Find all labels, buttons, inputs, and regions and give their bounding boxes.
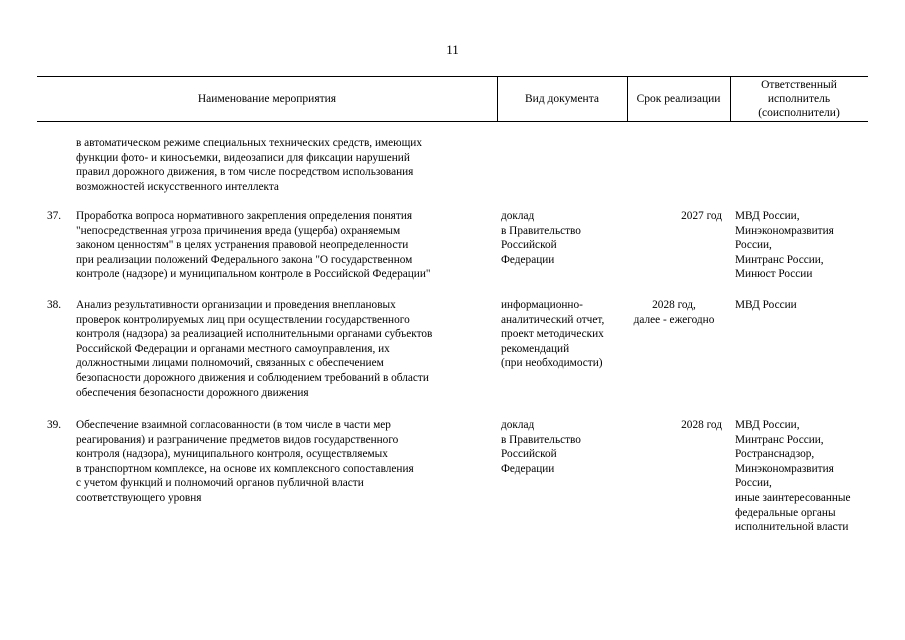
text-line: проверок контролируемых лиц при осуществлении государственного <box>76 313 410 326</box>
text-line: в Правительство <box>501 433 581 446</box>
text-line: обеспечения безопасности дорожного движения <box>76 386 309 399</box>
row-doc <box>501 298 604 371</box>
header-name <box>37 76 497 121</box>
header-doc <box>497 76 627 121</box>
row-number: 39. <box>47 419 62 431</box>
text-line: контроле (надзоре) и муниципальном контроле в Российской Федерации" <box>76 268 431 281</box>
row-doc <box>501 418 581 476</box>
row-term <box>622 209 726 224</box>
row-term <box>622 298 726 327</box>
text-line: Минэкономразвития <box>735 224 834 237</box>
row-resp <box>735 209 834 282</box>
text-line: Федерации <box>501 253 555 266</box>
table-header-bottom-rule <box>37 121 868 122</box>
text-line: МВД России <box>735 299 797 311</box>
text-line: иные заинтересованные <box>735 491 851 504</box>
text-line: контроля (надзора) за реализацией исполнительными органами субъектов <box>76 328 433 341</box>
text-line: Анализ результативности организации и проведения внеплановых <box>76 299 396 311</box>
text-line: Минюст России <box>735 268 813 281</box>
text-line: должностными лицами полномочий, связанных с обеспечением <box>76 357 384 370</box>
text-line: исполнительной власти <box>735 521 849 534</box>
text-line: информационно- <box>501 299 583 311</box>
text-line: федеральные органы <box>735 506 836 519</box>
page-number: 11 <box>446 42 459 57</box>
text-line: далее - ежегодно <box>633 313 715 326</box>
header-resp-label: исполнитель <box>767 92 831 105</box>
row-resp <box>735 298 797 313</box>
row-resp <box>735 418 851 535</box>
text-line: в автоматическом режиме специальных технических средств, имеющих <box>76 137 422 149</box>
header-term <box>627 76 730 121</box>
text-line: с учетом функций и полномочий органов публичной власти <box>76 477 364 490</box>
text-line: Российской Федерации и органами местного самоуправления, их <box>76 342 390 355</box>
text-line: Проработка вопроса нормативного закрепления определения понятия <box>76 210 413 222</box>
continuation-text <box>76 136 422 194</box>
text-line: в транспортном комплексе, на основе их комплексного сопоставления <box>76 462 414 475</box>
text-line: Федерации <box>501 462 555 475</box>
text-line: "непосредственная угроза причинения вреда (ущерба) охраняемым <box>76 224 401 237</box>
text-line: МВД России, <box>735 210 800 222</box>
header-resp-label: Ответственный <box>761 78 837 91</box>
row-name <box>76 298 432 400</box>
text-line: реагирования) и разграничение предметов видов государственного <box>76 433 399 446</box>
text-line: 2028 год, <box>652 299 696 311</box>
text-line: при реализации положений Федерального закона "О государственном <box>76 253 413 266</box>
header-term-label: Срок реализации <box>636 92 721 105</box>
text-line: Минтранс России, <box>735 253 824 266</box>
text-line: проект методических <box>501 328 604 341</box>
text-line: Ространснадзор, <box>735 448 815 461</box>
text-line: 2027 год <box>681 210 722 222</box>
text-line: доклад <box>501 210 535 222</box>
text-line: аналитический отчет, <box>501 313 605 326</box>
text-line: возможностей искусственного интеллекта <box>76 180 279 193</box>
row-name <box>76 418 414 506</box>
row-name <box>76 209 430 282</box>
text-line: России, <box>735 239 772 252</box>
text-line: правил дорожного движения, в том числе посредством использования <box>76 166 414 179</box>
header-resp <box>730 76 868 121</box>
text-line: соответствующего уровня <box>76 491 202 504</box>
text-line: Российской <box>501 448 557 461</box>
text-line: Минэкономразвития <box>735 462 834 475</box>
text-line: Российской <box>501 239 557 252</box>
text-line: доклад <box>501 419 535 431</box>
row-number: 37. <box>47 210 62 222</box>
row-number: 38. <box>47 299 62 311</box>
text-line: (при необходимости) <box>501 357 603 370</box>
text-line: Обеспечение взаимной согласованности (в том числе в части мер <box>76 419 391 431</box>
header-doc-label: Вид документа <box>525 92 599 105</box>
text-line: безопасности дорожного движения и соблюдением требований в области <box>76 371 429 384</box>
text-line: рекомендаций <box>501 342 570 355</box>
text-line: в Правительство <box>501 224 581 237</box>
text-line: законом ценностям" в целях устранения правовой неопределенности <box>76 239 409 252</box>
text-line: 2028 год <box>681 419 722 431</box>
text-line: Минтранс России, <box>735 433 824 446</box>
text-line: контроля (надзора), муниципального контроля, осуществляемых <box>76 448 388 461</box>
text-line: России, <box>735 477 772 490</box>
text-line: функции фото- и киносъемки, видеозаписи для фиксации нарушений <box>76 151 410 164</box>
header-resp-label: (соисполнители) <box>758 106 840 119</box>
row-doc <box>501 209 581 267</box>
row-term <box>622 418 726 433</box>
text-line: МВД России, <box>735 419 800 431</box>
header-name-label: Наименование мероприятия <box>197 92 337 105</box>
